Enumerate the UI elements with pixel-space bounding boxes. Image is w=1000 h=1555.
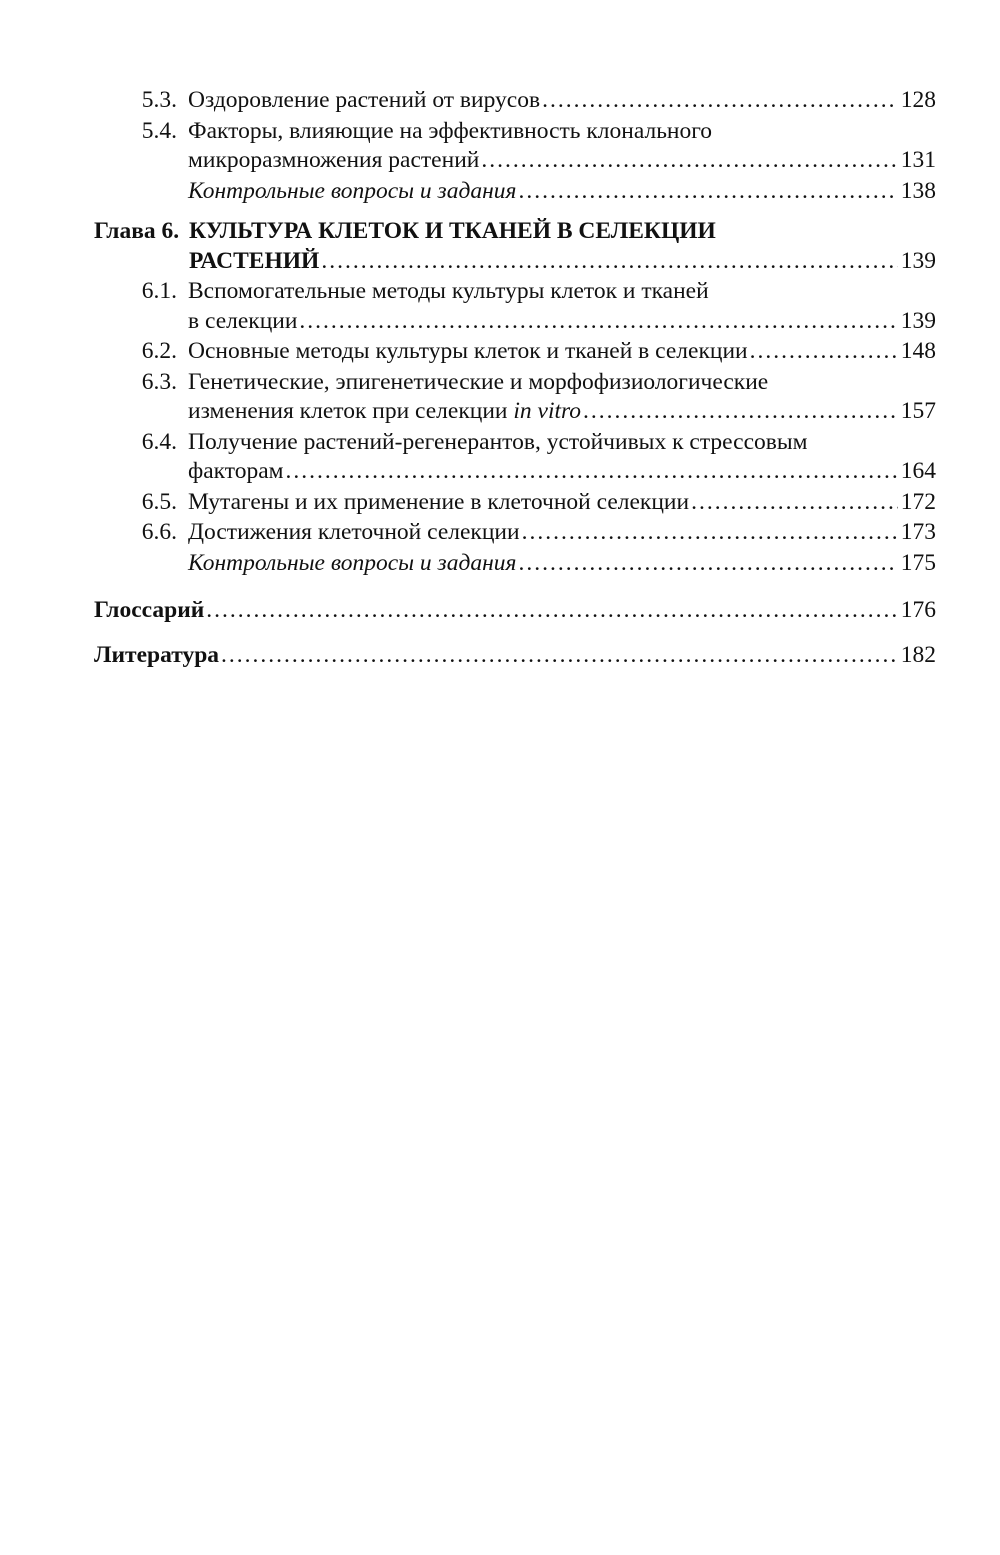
dot-leader (522, 518, 898, 548)
toc-entry-6-6[interactable] (94, 518, 936, 548)
toc-entry-6-4[interactable] (94, 428, 936, 487)
section-title-line-2-text: изменения клеток при селекции (188, 398, 508, 424)
dot-leader (750, 337, 898, 367)
dot-leader (691, 488, 898, 518)
section-number: 6.3. (141, 368, 177, 395)
toc-entry-6-3[interactable] (94, 368, 936, 427)
section-title-line-2: микроразмножения растений (188, 147, 480, 173)
dot-leader (286, 457, 898, 487)
page-number: 128 (900, 87, 936, 113)
dot-leader (583, 397, 898, 427)
section-title-line-1: Вспомогательные методы культуры клеток и тканей (188, 278, 709, 304)
section-title: Оздоровление растений от вирусов (188, 87, 541, 113)
table-of-contents (94, 86, 936, 671)
italic-term: in vitro (513, 398, 582, 424)
section-title-line-2 (188, 397, 581, 427)
dot-leader (299, 307, 898, 337)
page-number: 173 (900, 519, 936, 545)
toc-entry-chapter-6[interactable] (94, 217, 936, 276)
chapter-label: Глава 6. (94, 218, 180, 244)
section-number: 5.4. (141, 117, 177, 144)
section-title-line-1: Факторы, влияющие на эффективность клонального (188, 117, 713, 144)
page-number: 139 (900, 247, 936, 274)
section-title-line-1: Получение растений-регенерантов, устойчивых к стрессовым (188, 428, 808, 455)
section-number: 6.6. (141, 519, 177, 545)
dot-leader (481, 146, 898, 176)
section-title: Мутагены и их применение в клеточной селекции (188, 488, 690, 515)
dot-leader (221, 641, 898, 671)
questions-title: Контрольные вопросы и задания (188, 549, 517, 576)
toc-entry-glossary[interactable] (94, 596, 936, 626)
toc-entry-6-2[interactable] (94, 337, 936, 367)
section-number: 6.4. (141, 428, 177, 455)
dot-leader (321, 247, 898, 277)
dot-leader (206, 596, 898, 626)
toc-entry-literature[interactable] (94, 641, 936, 671)
glossary-title: Глоссарий (94, 597, 205, 623)
page-number: 164 (900, 458, 936, 484)
page-number: 157 (900, 398, 936, 424)
page-number: 138 (900, 177, 936, 204)
toc-entry-6-5[interactable] (94, 488, 936, 518)
page-number: 172 (900, 488, 936, 515)
chapter-title-line-1: КУЛЬТУРА КЛЕТОК И ТКАНЕЙ В СЕЛЕКЦИИ (189, 218, 716, 244)
dot-leader (518, 177, 898, 207)
questions-title: Контрольные вопросы и задания (188, 177, 517, 204)
page-number: 176 (900, 597, 936, 623)
toc-entry-6-1[interactable] (94, 277, 936, 336)
literature-title: Литература (94, 641, 220, 668)
page-number: 182 (900, 641, 936, 668)
section-title-line-1: Генетические, эпигенетические и морфофизиологические (188, 368, 769, 395)
page-number: 175 (900, 549, 936, 576)
dot-leader (542, 86, 898, 116)
page-number: 139 (900, 307, 936, 334)
section-number: 6.1. (141, 278, 177, 304)
toc-entry-5-3[interactable] (94, 86, 936, 116)
toc-entry-ch6-questions[interactable] (94, 549, 936, 579)
section-title-line-2: в селекции (188, 307, 298, 334)
section-number: 6.2. (141, 338, 177, 364)
section-number: 6.5. (141, 488, 177, 515)
section-title: Основные методы культуры клеток и тканей в селекции (188, 338, 748, 364)
section-title: Достижения клеточной селекции (188, 519, 520, 545)
dot-leader (518, 549, 898, 579)
toc-entry-5-4[interactable] (94, 117, 936, 176)
chapter-title-line-2: РАСТЕНИЙ (189, 247, 320, 274)
section-title-line-2: факторам (188, 458, 284, 484)
toc-entry-ch5-questions[interactable] (94, 177, 936, 207)
section-number: 5.3. (141, 87, 177, 113)
page-number: 131 (900, 147, 936, 173)
page-number: 148 (900, 338, 936, 364)
